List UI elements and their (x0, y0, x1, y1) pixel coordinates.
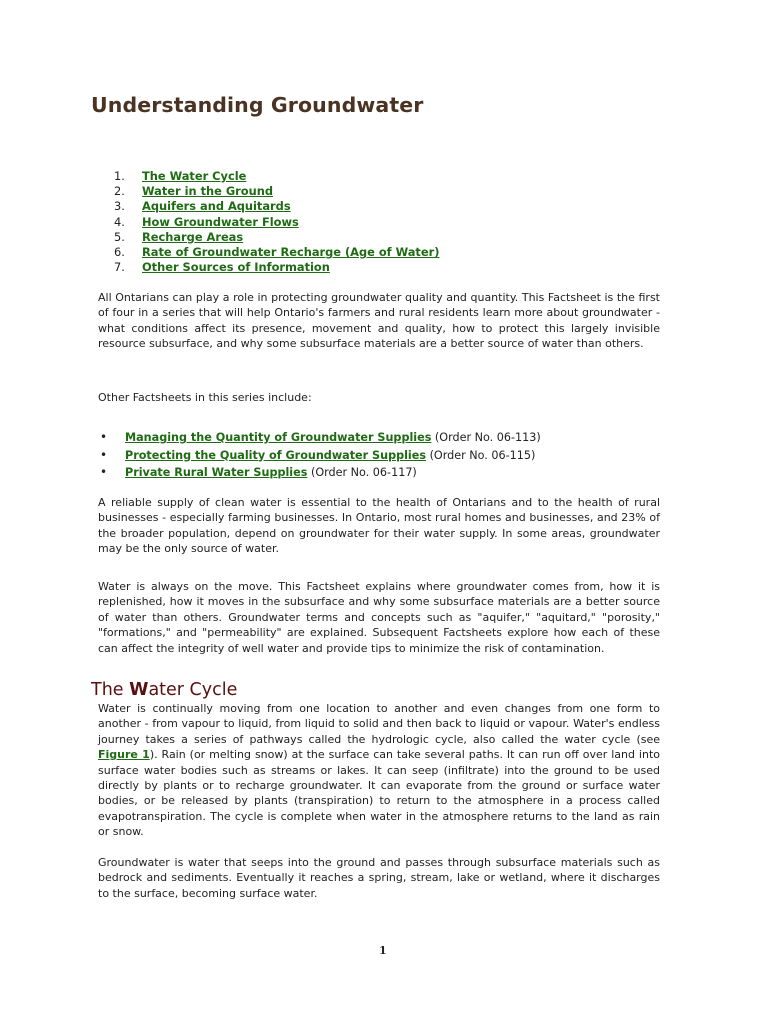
toc-item (108, 230, 439, 245)
toc-number: 6. (114, 245, 125, 260)
toc-number: 3. (114, 199, 125, 214)
factsheet-link-private-rural[interactable]: Private Rural Water Supplies (125, 466, 308, 479)
water-cycle-text-a: Water is continually moving from one location to another and even changes from one form to another - from vapour to liquid, from liquid to solid and then back to liquid or vapour. Water's endless journey takes a series of pathways called the hydrologic cycle, also called the water cycle (see (98, 702, 660, 746)
water-cycle-paragraph (98, 701, 660, 840)
toc-number: 2. (114, 184, 125, 199)
toc-number: 5. (114, 229, 125, 244)
list-item (100, 464, 541, 482)
toc-link-recharge-rate[interactable]: Rate of Groundwater Recharge (Age of Water) (142, 245, 440, 260)
section-heading-initial: W (129, 680, 149, 700)
toc-item (108, 169, 439, 184)
list-item (100, 447, 541, 465)
table-of-contents (108, 169, 439, 275)
intro-paragraph: All Ontarians can play a role in protecting groundwater quality and quantity. This Factsheet is the first of four in a series that will help Ontario's farmers and rural residents learn more about groundwater - what conditions affect its presence, movement and quality, how to protect this largely invisible resource subsurface, and why some subsurface materials are a better source of water than others. (98, 291, 660, 351)
factsheet-link-quality[interactable]: Protecting the Quality of Groundwater Supplies (125, 448, 427, 462)
toc-link-water-cycle[interactable]: The Water Cycle (142, 169, 247, 183)
bullet-icon: • (100, 465, 108, 479)
toc-number: 7. (114, 260, 125, 275)
section-heading-rest: ater Cycle (148, 680, 238, 700)
other-factsheets-label: Other Factsheets in this series include: (98, 391, 312, 404)
toc-link-other-sources[interactable]: Other Sources of Information (142, 260, 330, 275)
toc-link-aquifers[interactable]: Aquifers and Aquitards (142, 199, 291, 214)
section-heading-prefix: The (91, 680, 130, 700)
list-item (100, 429, 541, 447)
reliable-supply-paragraph: A reliable supply of clean water is essential to the health of Ontarians and to the health of rural businesses - especially farming businesses. In Ontario, most rural homes and businesses, and 23% of the broader population, depend on groundwater for their water supply. In some areas, groundwater may be the only source of water. (98, 496, 660, 556)
water-cycle-text-b: ). Rain (or melting snow) at the surface can take several paths. It can run off over land into surface water bodies such as streams or lakes. It can seep (infiltrate) into the ground to be used directly by plants or to recharge groundwater. It can evaporate from the ground or surface water bodies, or be released by plants (transpiration) to return to the atmosphere in a process called evapotranspiration. The cycle is complete when water in the atmosphere returns to the land as rain or snow. (98, 748, 660, 839)
page-number: 1 (379, 944, 387, 957)
order-number: (Order No. 06-115) (426, 448, 536, 462)
toc-number: 4. (114, 214, 125, 229)
toc-item (108, 215, 439, 230)
groundwater-definition-paragraph: Groundwater is water that seeps into the ground and passes through subsurface materials such as bedrock and sediments. Eventually it reaches a spring, stream, lake or wetland, where it discharges to the surface, becoming surface water. (98, 856, 660, 900)
bullet-icon: • (100, 447, 108, 462)
toc-item (108, 245, 439, 260)
order-number: (Order No. 06-117) (307, 466, 417, 479)
figure-1-link[interactable]: Figure 1 (98, 748, 150, 762)
toc-link-groundwater-flows[interactable]: How Groundwater Flows (142, 214, 299, 229)
toc-number: 1. (114, 169, 125, 183)
toc-link-water-in-ground[interactable]: Water in the Ground (142, 184, 273, 199)
factsheet-link-quantity[interactable]: Managing the Quantity of Groundwater Supplies (125, 431, 432, 444)
bullet-icon: • (100, 430, 108, 444)
order-number: (Order No. 06-113) (431, 431, 541, 444)
water-on-move-paragraph: Water is always on the move. This Factsheet explains where groundwater comes from, how it is replenished, how it moves in the subsurface and why some subsurface materials are a better source of water than others. Groundwater terms and concepts such as "aquifer," "aquitard," "porosity," "formations," and "permeability" are explained. Subsequent Factsheets explore how each of these can affect the integrity of well water and provide tips to minimize the risk of contamination. (98, 580, 660, 655)
toc-item (108, 184, 439, 199)
factsheet-list (100, 429, 541, 482)
section-heading-water-cycle (91, 680, 237, 700)
toc-item (108, 260, 439, 275)
toc-link-recharge-areas[interactable]: Recharge Areas (142, 229, 244, 244)
toc-item (108, 199, 439, 214)
page-title: Understanding Groundwater (91, 93, 424, 117)
